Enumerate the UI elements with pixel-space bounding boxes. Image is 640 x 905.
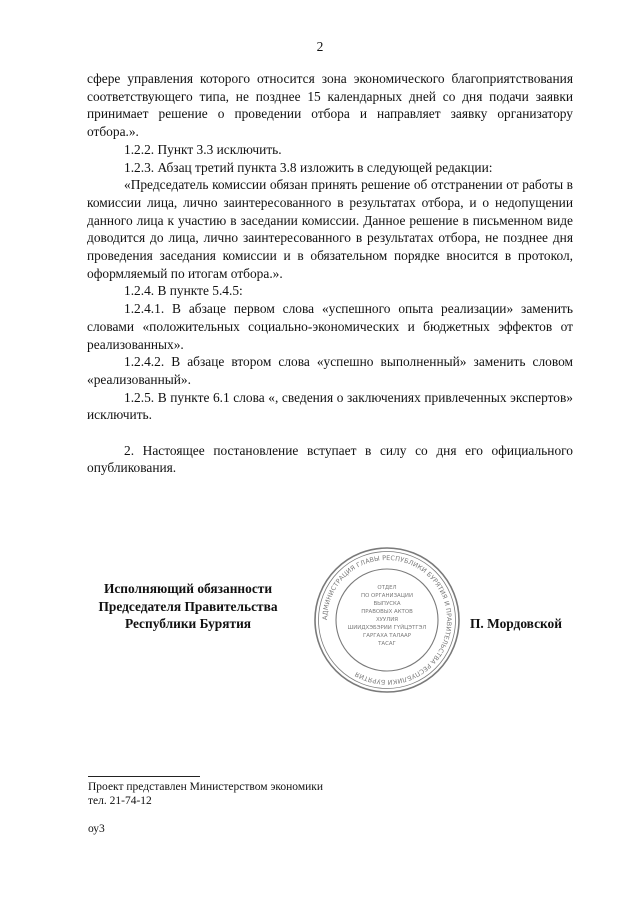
footnote-divider xyxy=(88,776,200,777)
paragraph-1-2-2: 1.2.2. Пункт 3.3 исключить. xyxy=(124,141,282,157)
signatory-name: П. Мордовской xyxy=(470,616,562,631)
official-seal-icon xyxy=(312,545,462,695)
footnote-phone: тел. 21-74-12 xyxy=(88,795,152,807)
signatory-position-line: Исполняющий обязанности xyxy=(103,581,273,596)
signatory-position xyxy=(88,580,288,633)
seal-center-line: ПРАВОВЫХ АКТОВ xyxy=(361,609,413,615)
document-body xyxy=(87,70,573,477)
document-code: оу3 xyxy=(88,823,105,835)
seal-center-line: ПО ОРГАНИЗАЦИИ xyxy=(361,593,413,599)
footnote-line: Проект представлен Министерством экономики xyxy=(88,781,324,793)
seal-center-line: ВЫПУСКА xyxy=(373,601,401,607)
seal-center-line: ГАРГАХА ТАЛААР xyxy=(363,633,411,639)
signatory-position-line: Республики Бурятия xyxy=(124,616,252,631)
signatory-position-line: Председателя Правительства xyxy=(98,598,278,614)
page-number: 2 xyxy=(316,39,324,54)
paragraph-continuation: сфере управления которого относится зона экономического благоприятствования соответствующего типа, не позднее 15 календарных дней со дня подачи заявки принимает решение о проведении отбора и направляет заявку организатору отбора.». xyxy=(87,71,573,140)
seal-center-line: ОТДЕЛ xyxy=(377,585,397,591)
seal-graphic xyxy=(315,548,459,692)
seal-center-line: ТАСАГ xyxy=(378,641,396,647)
paragraph-1-2-4: 1.2.4. В пункте 5.4.5: xyxy=(124,283,243,299)
seal-center-line: ШИИДХЭБЭРИИ ГҮЙЦЭТГЭЛ xyxy=(347,625,427,631)
paragraph-1-2-3: 1.2.3. Абзац третий пункта 3.8 изложить в следующей редакции: xyxy=(124,159,493,175)
paragraph-1-2-5: 1.2.5. В пункте 6.1 слова «, сведения о заключениях привлеченных экспертов» исключить. xyxy=(87,389,573,423)
paragraph-effective-date: 2. Настоящее постановление вступает в силу со дня его официального опубликования. xyxy=(87,442,573,476)
seal-ring-text: АДМИНИСТРАЦИЯ ГЛАВЫ РЕСПУБЛИКИ БУРЯТИЯ И ПРАВИТЕЛЬСТВА РЕСПУБЛИКИ БУРЯТИЯ xyxy=(320,553,454,687)
paragraph-1-2-4-1: 1.2.4.1. В абзаце первом слова «успешного опыта реализации» заменить словами «положительных социально-экономических и бюджетных эффектов от реализованных». xyxy=(87,301,573,352)
paragraph-1-2-4-2: 1.2.4.2. В абзаце втором слова «успешно выполненный» заменить словом «реализованный». xyxy=(87,354,573,387)
seal-center-line: ХУУЛИЯ xyxy=(375,617,399,623)
paragraph-quote: «Председатель комиссии обязан принять решение об отстранении от работы в комиссии лица, лично заинтересованного в результатах отбора, и о недопущении данного лица к участию в заседании комиссии. Данное решение в письменном виде доводится до лица, лично заинтересованного в результатах отбора, не позднее дня проведения заседания комиссии и в обязательном порядке вносится в протокол, оформляемый по итогам отбора.». xyxy=(87,177,573,281)
footnote xyxy=(88,780,323,808)
